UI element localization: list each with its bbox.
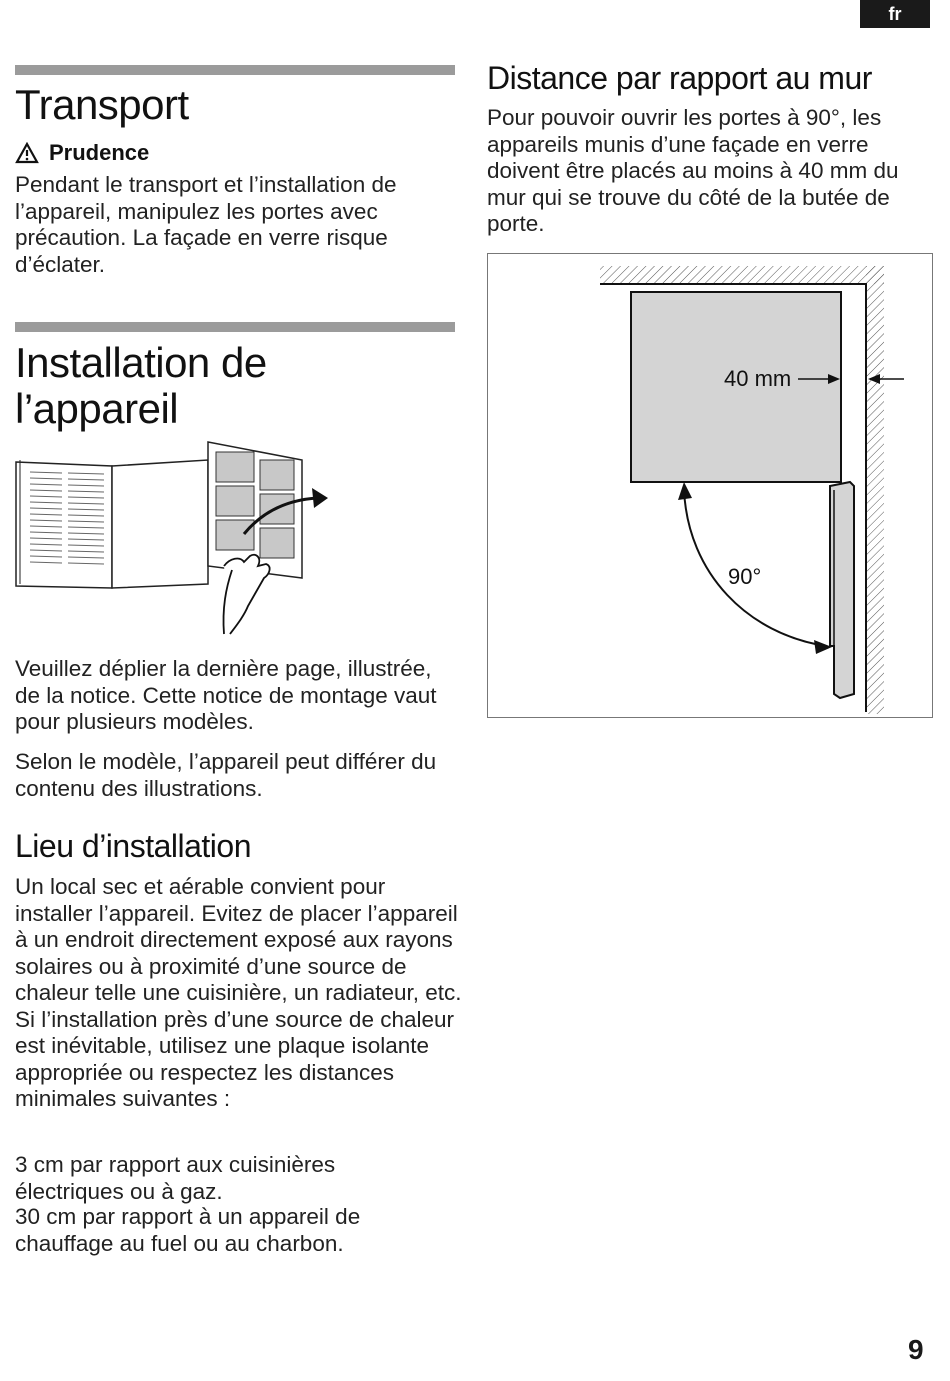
booklet-unfold-illustration (12, 438, 332, 638)
wall-distance-diagram (488, 254, 932, 717)
lieu-distance-2: 30 cm par rapport à un appareil de chauffage au fuel ou au charbon. (15, 1204, 361, 1256)
installation-para1: Veuillez déplier la dernière page, illustrée, de la notice. Cette notice de montage vaut pour plusieurs modèles. (15, 656, 437, 734)
installation-heading (15, 340, 267, 432)
dimension-label-40mm: 40 mm (724, 366, 792, 391)
warning-triangle-icon (15, 142, 39, 164)
installation-heading-line2: l’appareil (15, 385, 179, 432)
installation-heading-line1: Installation de (15, 339, 267, 386)
distance-heading: Distance par rapport au mur (487, 60, 872, 96)
angle-label-90: 90° (728, 564, 762, 589)
language-tab: fr (860, 0, 930, 28)
transport-text: Pendant le transport et l’installation de l’appareil, manipulez les portes avec précaution. La façade en verre risque d’éclater. (15, 172, 397, 277)
distance-text: Pour pouvoir ouvrir les portes à 90°, les appareils munis d’une façade en verre doivent être placés au moins à 40 mm du mur qui se trouve du côté de la butée de porte. (487, 105, 899, 236)
section-rule-installation (15, 322, 455, 332)
wall-distance-figure (487, 253, 933, 718)
lieu-heading: Lieu d’installation (15, 828, 251, 864)
caution-note (15, 140, 149, 166)
lieu-distance-1: 3 cm par rapport aux cuisinières électriques ou à gaz. (15, 1152, 336, 1204)
installation-para2: Selon le modèle, l’appareil peut différer du contenu des illustrations. (15, 749, 437, 801)
page-number: 9 (908, 1334, 924, 1365)
lieu-para1: Un local sec et aérable convient pour installer l’appareil. Evitez de placer l’appareil à un endroit directement exposé aux rayons solaires ou à proximité d’une source de chaleur telle une cuisinière, un radiateur, etc. Si l’installation près d’une source de chaleur est inévitable, utilisez une plaque isolante appropriée ou respectez les distances minimales suivantes : (15, 874, 462, 1111)
section-rule-transport (15, 65, 455, 75)
caution-label: Prudence (49, 140, 150, 165)
transport-heading: Transport (15, 81, 189, 128)
